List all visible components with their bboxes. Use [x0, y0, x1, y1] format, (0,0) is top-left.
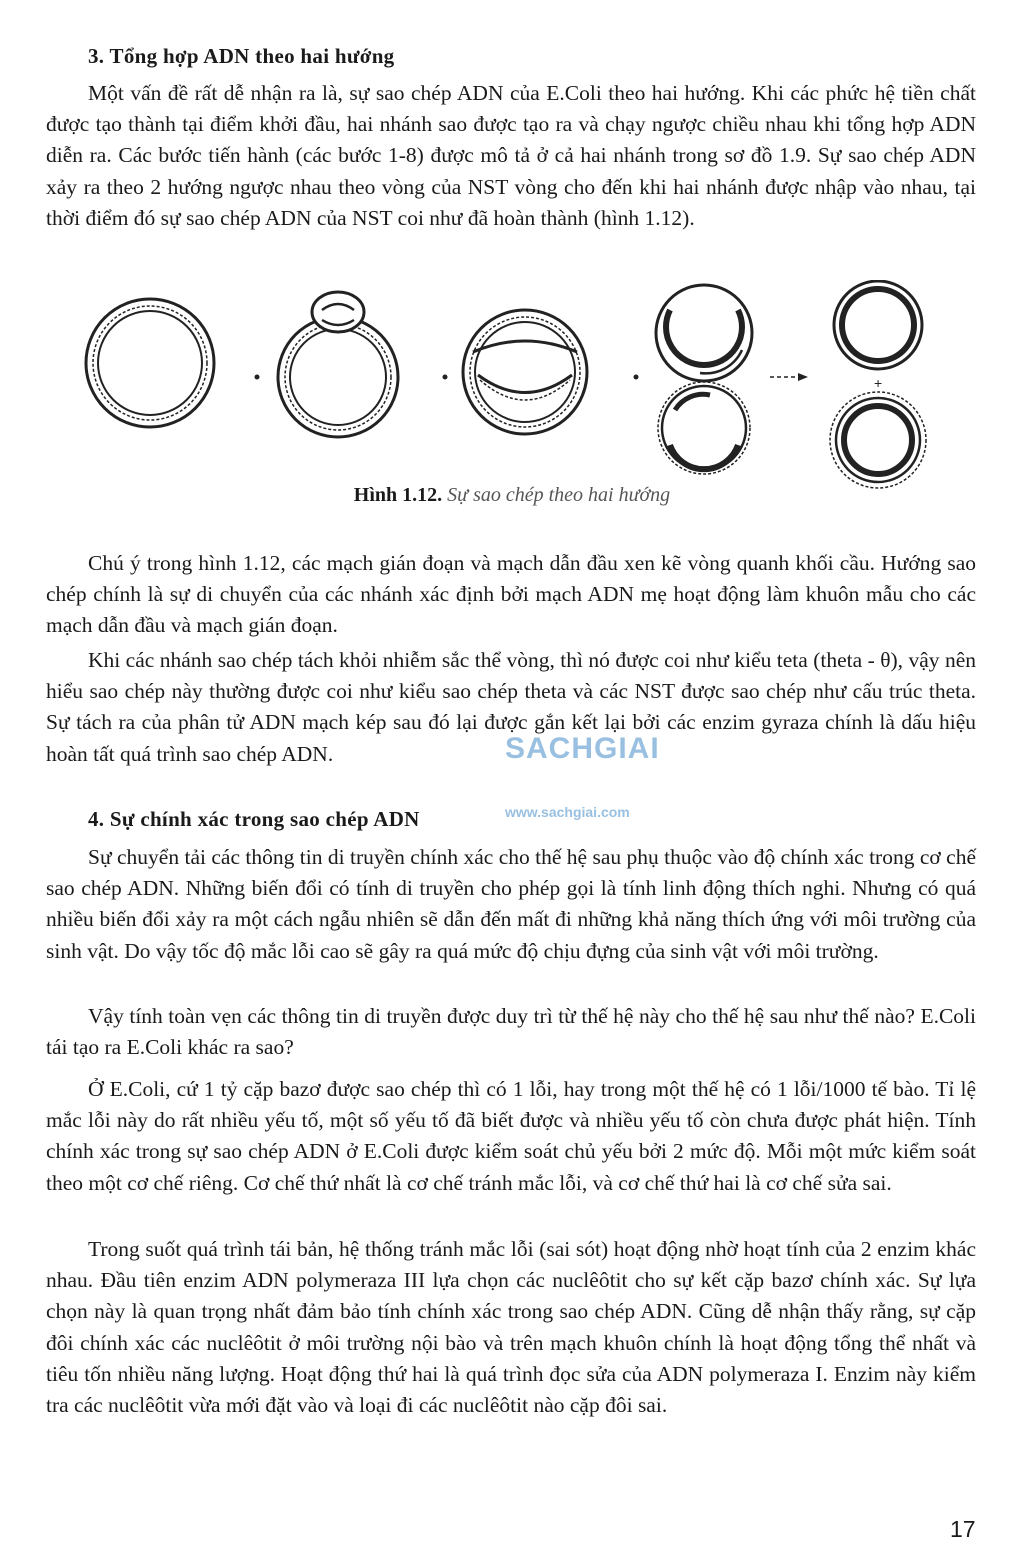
section-4-paragraph-1: Sự chuyển tải các thông tin di truyền chính xác cho thế hệ sau phụ thuộc vào độ chính xác trong cơ chế sao chép ADN. Những biến đổi có tính di truyền cho phép gọi là tính linh động thích nghi. Nhưng có quá nhiều biến đổi xảy ra một cách ngẫu nhiên sẽ dẫn đến mất đi những khả năng thích ứng với môi trường của sinh vật. Do vậy tốc độ mắc lỗi cao sẽ gây ra quá mức độ chịu đựng của sinh vật với môi trường. [46, 845, 976, 963]
watermark-url: www.sachgiai.com [505, 804, 630, 820]
section-3-paragraph-2: Chú ý trong hình 1.12, các mạch gián đoạn và mạch dẫn đầu xen kẽ vòng quanh khối cầu. Hướng sao chép chính là sự di chuyển của các nhánh xác định bởi mạch ADN mẹ hoạt động làm khuôn mẫu cho các mạch dẫn đầu và mạch gián đoạn. [46, 551, 976, 638]
section-3-heading: 3. Tổng hợp ADN theo hai hướng [88, 44, 395, 68]
figure-caption [0, 484, 1024, 507]
section-3-paragraph-1: Một vấn đề rất dễ nhận ra là, sự sao chép ADN của E.Coli theo hai hướng. Khi các phức hệ tiền chất được tạo thành tại điểm khởi đầu, hai nhánh sao được tạo ra và chạy ngược chiều nhau khi tổng hợp ADN diễn ra. Các bước tiến hành (các bước 1-8) được mô tả ở cả hai nhánh trong sơ đồ 1.9. Sự sao chép ADN xảy ra theo 2 hướng ngược nhau theo vòng của NST vòng cho đến khi hai nhánh được nhập vào nhau, tại thời điểm đó sự sao chép ADN của NST coi như đã hoàn thành (hình 1.12). [46, 81, 976, 230]
stage-3-circle [463, 310, 587, 434]
stage-5-bottom-circle [830, 392, 926, 488]
replication-diagram [70, 280, 950, 505]
svg-text:+: + [874, 375, 883, 391]
stage-4-top-circle [656, 285, 752, 381]
section-4-heading: 4. Sự chính xác trong sao chép ADN [88, 807, 420, 831]
page-number: 17 [950, 1516, 976, 1542]
stage-4-bottom-circle [658, 382, 750, 474]
stage-5-top-circle [834, 281, 922, 369]
arrow-3 [634, 375, 639, 380]
arrow-4 [770, 373, 808, 381]
section-3-paragraph-3: Khi các nhánh sao chép tách khỏi nhiễm sắc thể vòng, thì nó được coi như kiểu teta (theta - θ), vậy nên hiểu sao chép này thường được coi như kiểu sao chép theta và các NST được sao chép như cấu trúc theta. Sự tách ra của phân tử ADN mạch kép sau đó lại được gắn kết lại bởi các enzim gyraza chính là dấu hiệu hoàn tất quá trình sao chép ADN. [46, 648, 976, 766]
watermark [505, 732, 660, 820]
section-4-paragraph-2: Vậy tính toàn vẹn các thông tin di truyền được duy trì từ thế hệ này cho thế hệ sau như thế nào? E.Coli tái tạo ra E.Coli khác ra sao? [46, 1004, 976, 1060]
stage-2-circle [278, 292, 398, 437]
figure-caption-text: Sự sao chép theo hai hướng [447, 484, 671, 506]
arrow-1 [255, 375, 260, 380]
stage-1-circle [86, 299, 214, 427]
figure-label: Hình 1.12. [353, 484, 443, 506]
section-4-paragraph-3: Ở E.Coli, cứ 1 tỷ cặp bazơ được sao chép thì có 1 lỗi, hay trong một thế hệ có 1 lỗi/1000 tế bào. Tỉ lệ mắc lỗi này do rất nhiều yếu tố, một số yếu tố đã biết được và nhiều yếu tố còn chưa được phát hiện. Tính chính xác trong sự sao chép ADN ở E.Coli được kiểm soát chủ yếu bởi 2 mức độ. Mỗi một mức kiểm soát theo một cơ chế riêng. Cơ chế thứ nhất là cơ chế tránh mắc lỗi, và cơ chế thứ hai là cơ chế sửa sai. [46, 1077, 976, 1195]
section-4-paragraph-4: Trong suốt quá trình tái bản, hệ thống tránh mắc lỗi (sai sót) hoạt động nhờ hoạt tính của 2 enzim khác nhau. Đầu tiên enzim ADN polymeraza III lựa chọn các nuclêôtit cho sự kết cặp bazơ chính xác. Sự lựa chọn này là quan trọng nhất đảm bảo tính chính xác trong sao chép ADN. Cũng dễ nhận thấy rằng, sự cặp đôi chính xác các nuclêôtit ở môi trường nội bào và trên mạch khuôn chính là hoạt động tổng thể nhất và tiêu tốn nhiều năng lượng. Hoạt động thứ hai là quá trình đọc sửa của ADN polymeraza I. Enzim này kiểm tra các nuclêôtit vừa mới đặt vào và loại đi các nuclêôtit nào cặp đôi sai. [46, 1237, 976, 1418]
arrow-2 [443, 375, 448, 380]
watermark-logo: SACHGIAI [505, 732, 660, 765]
